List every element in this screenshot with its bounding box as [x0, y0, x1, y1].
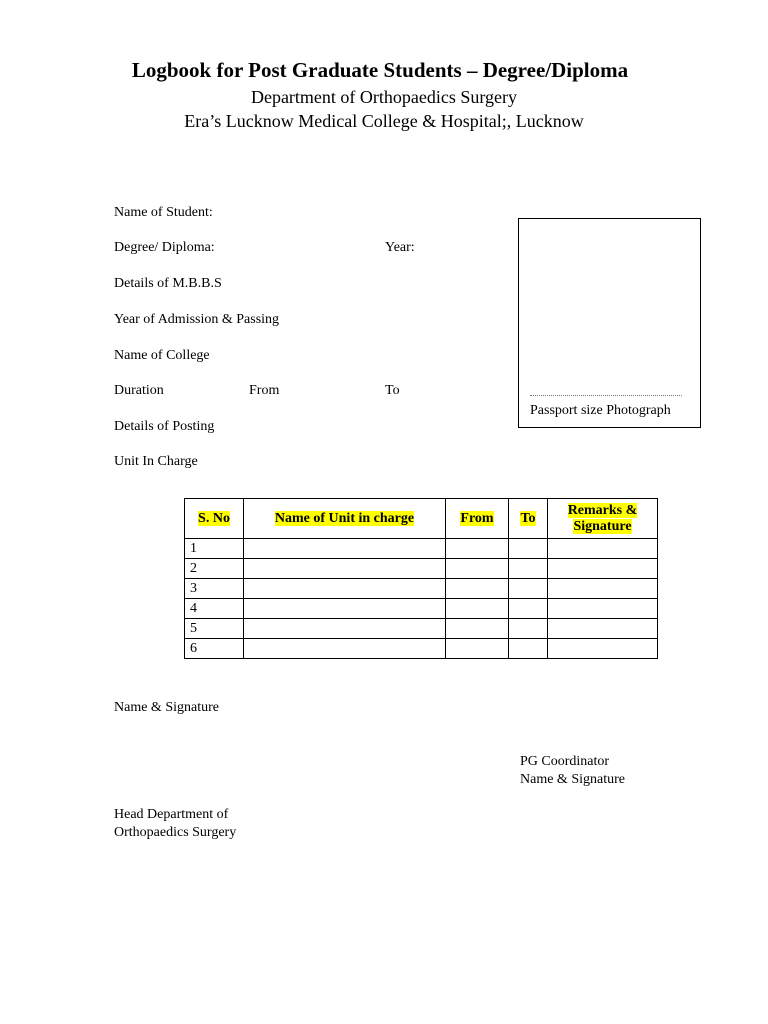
- name-of-student-label: Name of Student:: [114, 205, 213, 220]
- row-to-cell: [509, 639, 548, 659]
- row-to-cell: [509, 559, 548, 579]
- row-remarks-cell: [548, 559, 658, 579]
- row-from-cell: [446, 639, 509, 659]
- details-posting-label: Details of Posting: [114, 419, 215, 434]
- year-label: Year:: [385, 240, 415, 255]
- duration-label: Duration: [114, 383, 164, 398]
- to-header: To: [509, 499, 548, 539]
- row-unit-cell: [244, 579, 446, 599]
- row-from-cell: [446, 579, 509, 599]
- page-title: Logbook for Post Graduate Students – Degree/Diploma: [131, 58, 629, 82]
- row-from-cell: [446, 559, 509, 579]
- passport-photo-box: [518, 218, 701, 428]
- table-header-row: [185, 499, 658, 539]
- row-remarks-cell: [548, 579, 658, 599]
- row-sno: 1: [185, 539, 244, 559]
- row-remarks-cell: [548, 539, 658, 559]
- row-to-cell: [509, 539, 548, 559]
- institution-title: Era’s Lucknow Medical College & Hospital;, Lucknow: [184, 111, 584, 131]
- head-department-label-line2: Orthopaedics Surgery: [114, 825, 237, 840]
- duration-to-label: To: [385, 383, 400, 398]
- unit-in-charge-label: Unit In Charge: [114, 454, 198, 469]
- pg-name-signature-label: Name & Signature: [520, 772, 625, 787]
- row-sno: 6: [185, 639, 244, 659]
- row-unit-cell: [244, 599, 446, 619]
- row-unit-cell: [244, 619, 446, 639]
- table-row: [185, 579, 658, 599]
- row-to-cell: [509, 599, 548, 619]
- table-row: [185, 599, 658, 619]
- table-row: [185, 619, 658, 639]
- row-sno: 5: [185, 619, 244, 639]
- sno-header: S. No: [185, 499, 244, 539]
- degree-diploma-label: Degree/ Diploma:: [114, 240, 215, 255]
- photo-caption: Passport size Photograph: [530, 403, 671, 418]
- row-unit-cell: [244, 559, 446, 579]
- row-to-cell: [509, 579, 548, 599]
- remarks-header: Remarks & Signature: [548, 499, 658, 539]
- table-row: [185, 539, 658, 559]
- row-to-cell: [509, 619, 548, 639]
- row-from-cell: [446, 619, 509, 639]
- pg-coordinator-label: PG Coordinator: [520, 754, 610, 769]
- details-mbbs-label: Details of M.B.B.S: [114, 276, 222, 291]
- from-header: From: [446, 499, 509, 539]
- head-department-label-line1: Head Department of: [114, 807, 229, 822]
- row-remarks-cell: [548, 599, 658, 619]
- unit-header: Name of Unit in charge: [244, 499, 446, 539]
- table-row: [185, 639, 658, 659]
- row-sno: 2: [185, 559, 244, 579]
- unit-in-charge-table: [184, 498, 658, 659]
- duration-from-label: From: [249, 383, 280, 398]
- department-title: Department of Orthopaedics Surgery: [250, 87, 518, 107]
- row-remarks-cell: [548, 619, 658, 639]
- year-admission-label: Year of Admission & Passing: [114, 312, 280, 327]
- photo-signature-line: [530, 395, 682, 396]
- table-row: [185, 559, 658, 579]
- name-signature-label: Name & Signature: [114, 700, 219, 715]
- row-from-cell: [446, 599, 509, 619]
- name-of-college-label: Name of College: [114, 348, 210, 363]
- row-remarks-cell: [548, 639, 658, 659]
- row-unit-cell: [244, 539, 446, 559]
- row-unit-cell: [244, 639, 446, 659]
- row-sno: 3: [185, 579, 244, 599]
- row-from-cell: [446, 539, 509, 559]
- row-sno: 4: [185, 599, 244, 619]
